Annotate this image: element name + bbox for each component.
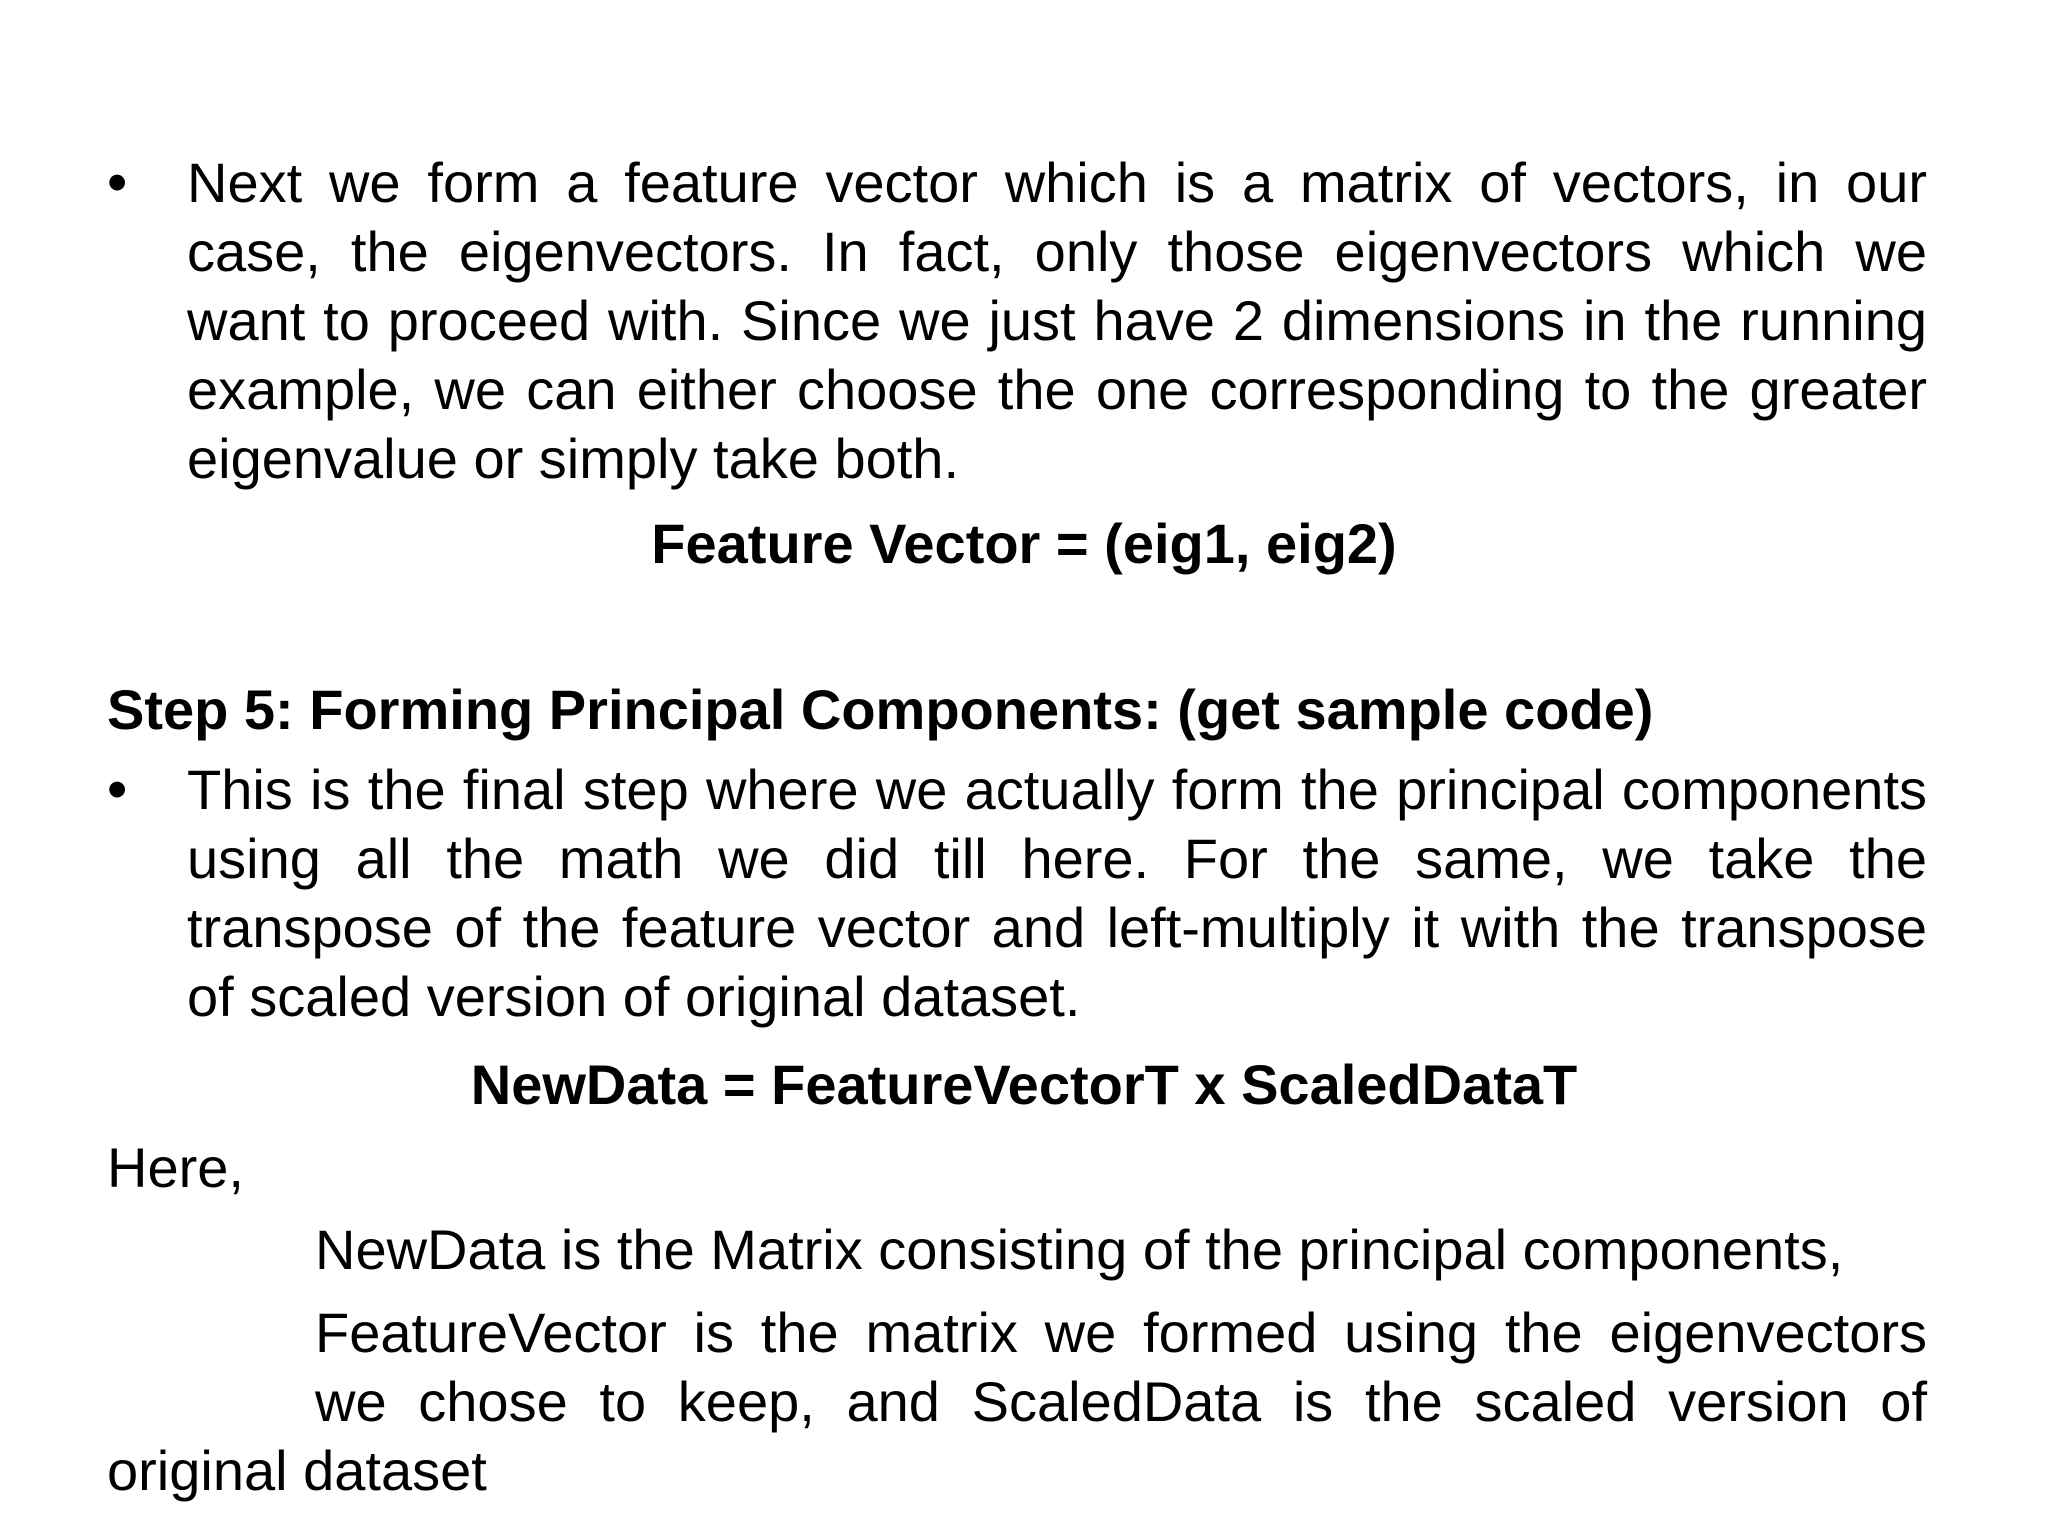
featurevector-definition-line3: original dataset xyxy=(107,1439,487,1502)
featurevector-definition-line2: we chose to keep, and ScaledData is the scaled version of xyxy=(315,1370,1927,1433)
bullet-item-feature-vector xyxy=(107,148,1927,493)
newdata-definition: NewData is the Matrix consisting of the principal components, xyxy=(315,1218,1844,1281)
step5-heading: Step 5: Forming Principal Components: (get sample code) xyxy=(107,678,1654,741)
bullet-item-principal-components xyxy=(107,755,1927,1031)
bullet-icon: • xyxy=(107,150,128,215)
here-label: Here, xyxy=(107,1136,244,1199)
bullet-text: Next we form a feature vector which is a matrix of vectors, in our case, the eigenvectors. In fact, only those eigenvectors which we want to proceed with. Since we just have 2 dimensions in the running example, we can either choose the one corresponding to the greater eigenvalue or simply take both. xyxy=(187,151,1927,490)
featurevector-definition-line1: FeatureVector is the matrix we formed using the eigenvectors xyxy=(315,1301,1927,1364)
feature-vector-formula: Feature Vector = (eig1, eig2) xyxy=(651,512,1397,575)
bullet-text: This is the final step where we actually form the principal components using all the math we did till here. For the same, we take the transpose of the feature vector and left-multiply it with the transpose of scaled version of original dataset. xyxy=(187,758,1927,1028)
bullet-icon: • xyxy=(107,757,128,822)
newdata-formula: NewData = FeatureVectorT x ScaledDataT xyxy=(470,1053,1578,1116)
